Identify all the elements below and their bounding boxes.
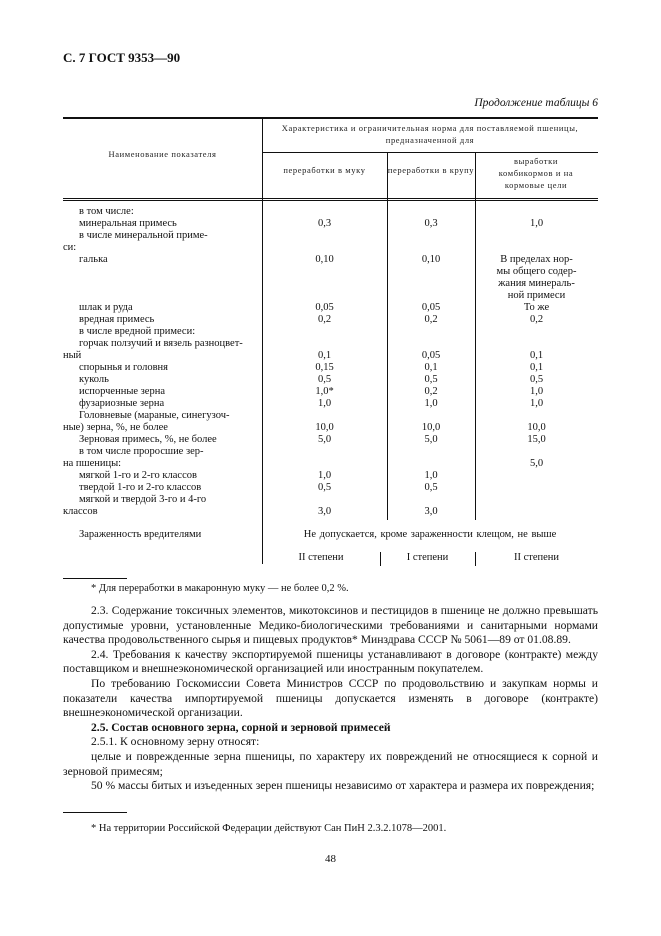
table-line: [63, 506, 598, 518]
cell-value: 3,0: [424, 506, 438, 517]
cell-value: 0,2: [424, 386, 438, 397]
table-line: [63, 338, 598, 350]
table-continuation-label: Продолжение таблицы 6: [474, 97, 598, 109]
footnote-rule: [63, 578, 127, 579]
row-label: в том числе:: [79, 206, 134, 217]
cell-value: 1,0: [424, 398, 438, 409]
column-header-flour: переработки в муку: [283, 165, 366, 175]
cell-value: 0,1: [424, 362, 438, 373]
cell-value: 0,1: [317, 350, 332, 361]
row-label: куколь: [79, 374, 109, 385]
cell-value: ной примеси: [507, 290, 566, 301]
cell-value: 1,0: [529, 386, 544, 397]
row-label: на пшеницы:: [63, 458, 122, 469]
cell-value: 0,3: [317, 218, 332, 229]
table-line: [63, 434, 598, 446]
column-header-groats: переработки в крупу: [387, 165, 475, 175]
table-line: [63, 362, 598, 374]
table-line: [63, 350, 598, 362]
header-divider: [262, 152, 598, 153]
table-row-pests: [63, 529, 598, 541]
row-label: твердой 1-го и 2-го классов: [79, 482, 202, 493]
cell-value: II степени: [513, 552, 560, 563]
cell-value: 5,0: [424, 434, 438, 445]
table-line: [63, 398, 598, 410]
column-header-feed: выработки комбикормов и на кормовые цели: [498, 156, 574, 190]
cell-value: 0,05: [421, 302, 441, 313]
table-top-rule: [63, 117, 598, 119]
cell-value: 10,0: [315, 422, 334, 433]
cell-value: 0,05: [315, 302, 334, 313]
page-header: С. 7 ГОСТ 9353—90: [63, 50, 181, 65]
row-label: фузариозные зерна: [79, 398, 165, 409]
header-bottom-rule-2: [63, 200, 598, 201]
table-line: [63, 422, 598, 434]
row-label: мягкой 1-го и 2-го классов: [79, 470, 197, 481]
cell-value: 15,0: [527, 434, 546, 445]
table-line: [63, 482, 598, 494]
cell-value: 1,0: [529, 218, 544, 229]
cell-value: 0,5: [529, 374, 544, 385]
footnote: [63, 582, 598, 597]
cell-value: 1,0: [529, 398, 544, 409]
row-label: галька: [79, 254, 108, 265]
row-label: Головневые (мараные, синегузоч-: [79, 410, 230, 421]
cell-value: 0,10: [421, 254, 441, 265]
cell-value: 0,5: [424, 374, 438, 385]
pests-text: Не допускается, кроме зараженности клещом, не выше: [303, 529, 557, 540]
paragraph: 2.4. Требования к качеству экспортируемой пшеницы устанавливают в договоре (контракте) между поставщиком и внешнеэкономической организацией или иностранным покупателем.: [63, 647, 598, 676]
row-label: ный: [63, 350, 82, 361]
table-line: [63, 470, 598, 482]
cell-value: 0,3: [424, 218, 438, 229]
cell-value: 0,1: [529, 350, 544, 361]
cell-value: 0,2: [317, 314, 332, 325]
cell-value: мы общего содер-: [496, 266, 577, 277]
cell-value: 0,10: [315, 254, 334, 265]
table-line: [63, 266, 598, 278]
cell-value: 1,0: [424, 470, 438, 481]
cell-value: жания минераль-: [498, 278, 575, 289]
cell-value: 5,0: [529, 458, 544, 469]
table-line: [63, 374, 598, 386]
row-label: в числе минеральной приме-: [79, 230, 208, 241]
row-label: си:: [63, 242, 77, 253]
cell-value: 3,0: [317, 506, 332, 517]
row-label: Зерновая примесь, %, не более: [79, 434, 217, 445]
cell-value: II степени: [298, 552, 344, 563]
table-line: [63, 314, 598, 326]
cell-value: 10,0: [527, 422, 546, 433]
footnote-text: * Для переработки в макаронную муку — не более 0,2 %.: [91, 583, 349, 594]
body-text: [63, 604, 598, 794]
row-label: шлак и руда: [79, 302, 133, 313]
cell-value: 0,2: [529, 314, 544, 325]
table-line: [63, 494, 598, 506]
row-label: спорынья и головня: [79, 362, 168, 373]
table-line: [63, 242, 598, 254]
column-group-header: Характеристика и ограничительная норма для поставляемой пшеницы, предназначенной для: [281, 123, 579, 145]
table-row-pests-degree: [63, 552, 598, 564]
table-line: [63, 254, 598, 266]
row-label: в числе вредной примеси:: [79, 326, 196, 337]
paragraph: 2.5.1. К основному зерну относят:: [91, 735, 260, 749]
paragraph: 50 % массы битых и изъеденных зерен пшеницы независимо от характера и размера их повреждения;: [91, 779, 595, 793]
table-line: [63, 410, 598, 422]
table-line: [63, 278, 598, 290]
row-label: классов: [63, 506, 98, 517]
table-line: [63, 458, 598, 470]
paragraph: 2.3. Содержание токсичных элементов, микотоксинов и пестицидов в пшенице не должно превышать допустимые уровни, установленные Медико-биологическими требованиями и санитарными нормами качества продовольственного сырья и пищевых продуктов* Минздрава СССР № 5061—89 от 01.08.89.: [63, 604, 598, 647]
table-line: [63, 446, 598, 458]
cell-value: 10,0: [421, 422, 441, 433]
column-header-name: Наименование показателя: [108, 149, 217, 159]
cell-value: 1,0: [317, 470, 332, 481]
table-line: [63, 302, 598, 314]
row-label: минеральная примесь: [79, 218, 177, 229]
paragraph: целые и поврежденные зерна пшеницы, по характеру их повреждений не относящиеся к сорной и зерновой примесям;: [63, 749, 598, 778]
table-line: [63, 230, 598, 242]
row-label: в том числе проросшие зер-: [79, 446, 204, 457]
row-label: горчак ползучий и вязель разноцвет-: [79, 338, 243, 349]
footnote-text: * На территории Российской Федерации действуют Сан ПиН 2.3.2.1078—2001.: [91, 823, 447, 834]
cell-value: 0,15: [315, 362, 334, 373]
table-line: [63, 206, 598, 218]
table-line: [63, 218, 598, 230]
cell-value: 0,5: [317, 482, 332, 493]
cell-value: I степени: [406, 552, 449, 563]
table-line: [63, 290, 598, 302]
table-line: [63, 326, 598, 338]
row-label: вредная примесь: [79, 314, 155, 325]
cell-value: 0,5: [424, 482, 438, 493]
cell-value: То же: [523, 302, 550, 313]
table-line: [63, 386, 598, 398]
row-label: ные) зерна, %, не более: [63, 422, 168, 433]
header-bottom-rule: [63, 198, 598, 199]
row-label: испорченные зерна: [79, 386, 165, 397]
cell-value: В пределах нор-: [500, 254, 573, 265]
cell-value: 1,0: [317, 398, 332, 409]
cell-value: 0,2: [424, 314, 438, 325]
cell-value: 1,0*: [315, 386, 334, 397]
cell-value: 0,05: [421, 350, 441, 361]
page-number: 48: [325, 853, 336, 865]
cell-value: 0,1: [529, 362, 544, 373]
paragraph: По требованию Госкомиссии Совета Министров СССР по продовольствию и закупкам нормы и показатели качества импортируемой пшеницы допускается изменять в договоре (контракте) внешнеэкономической организации.: [63, 676, 598, 720]
row-label: Зараженность вредителями: [79, 529, 202, 540]
footnote-rule: [63, 812, 127, 813]
section-title: 2.5. Состав основного зерна, сорной и зерновой примесей: [91, 720, 391, 734]
footnote: [63, 822, 598, 837]
cell-value: 5,0: [317, 434, 332, 445]
cell-value: 0,5: [317, 374, 332, 385]
row-label: мягкой и твердой 3-го и 4-го: [79, 494, 207, 505]
